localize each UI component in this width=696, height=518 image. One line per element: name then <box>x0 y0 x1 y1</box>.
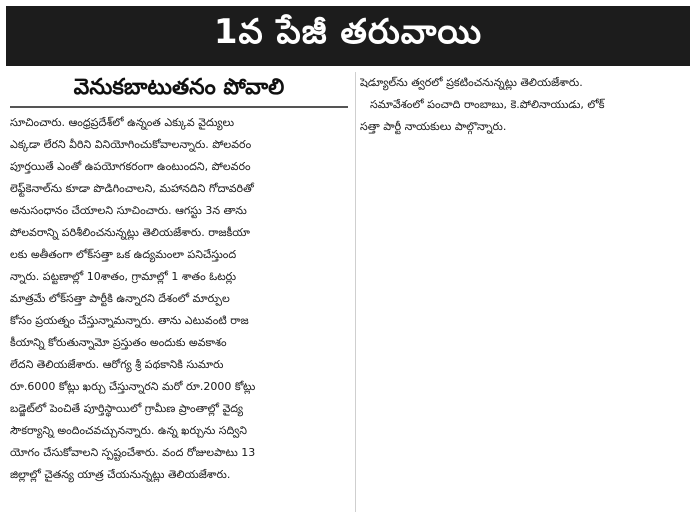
article-line: సమావేశంలో పంచాది రాంబాబు, కె.పోలినాయుడు, లోక్‌ <box>370 98 605 111</box>
article-line: లేదని తెలియజేశారు. ఆరోగ్య శ్రీ పథకానికి సుమారు <box>10 358 224 371</box>
article-line: సత్తా పార్టీ నాయకులు పాల్గొన్నారు. <box>360 120 507 133</box>
article-left-column <box>6 72 352 514</box>
banner-title: 1వ పేజీ తరువాయి <box>213 12 483 52</box>
article-line: యోగం చేసుకోవాలని స్పష్టంచేశారు. వంద రోజులపాటు 13 <box>10 446 256 459</box>
article-right-column <box>360 72 690 172</box>
article-line: లకు అతీతంగా లోక్‌సత్తా ఒక ఉద్యమంలా పనిచేస్తుంద <box>10 248 237 261</box>
article-line: మాత్రమే లోక్‌సత్తా పార్టీకి ఉన్నారని దేశంలో మార్పుల <box>10 292 230 305</box>
article-headline: వెనుకబాటుతనం పోవాలి <box>73 75 285 100</box>
article-line: లెఫ్ట్‌కెనాల్‌ను కూడా పొడిగించాలని, మహానదిని గోదావరితో <box>10 182 254 195</box>
article-line: పూర్తయితే ఎంతో ఉపయోగకరంగా ఉంటుందని, పోలవరం <box>10 160 251 173</box>
headline-divider <box>10 106 348 108</box>
column-divider <box>355 72 356 512</box>
article-line: న్నారు. పట్టణాల్లో 10శాతం, గ్రామాల్లో 1 శాతం ఓటర్లు <box>10 270 237 283</box>
article-line: ఎక్కడా లేరని వీరిని వినియోగించుకోవాలన్నారు. పోలవరం <box>10 138 252 151</box>
continuation-banner <box>6 6 690 66</box>
article-line: కీయాన్ని కోరుతున్నామో ప్రస్తుతం అందుకు అవకాశం <box>10 336 227 349</box>
article-line: రూ.6000 కోట్లు ఖర్చు చేస్తున్నారని మరో రూ.2000 కోట్లు <box>10 380 256 393</box>
article-line: కోసం ప్రయత్నం చేస్తున్నామన్నారు. తాను ఎటువంటి రాజ <box>10 314 249 327</box>
article-line: షెడ్యూల్‌ను త్వరలో ప్రకటించనున్నట్లు తెలియజేశారు. <box>360 76 583 89</box>
article-line: అనుసంధానం చేయాలని సూచించారు. ఆగస్టు 3న తాను <box>10 204 247 217</box>
article-line: బడ్జెట్‌లో పెంచితే పూర్తిస్థాయిలో గ్రామీణ ప్రాంతాల్లో వైద్య <box>10 402 243 415</box>
article-line: సౌకర్యాన్ని అందించవచ్చునన్నారు. ఉన్న ఖర్చును సద్విని <box>10 424 247 437</box>
article-line: జిల్లాల్లో చైతన్య యాత్ర చేయనున్నట్లు తెలియజేశారు. <box>10 468 231 481</box>
article-line: పోలవరాన్ని పరిశీలించనున్నట్లు తెలియజేశారు. రాజకీయా <box>10 226 250 239</box>
article-line: సూచించారు. ఆంధ్రప్రదేశ్‌లో ఉన్నంత ఎక్కువ వైద్యులు <box>10 116 235 129</box>
